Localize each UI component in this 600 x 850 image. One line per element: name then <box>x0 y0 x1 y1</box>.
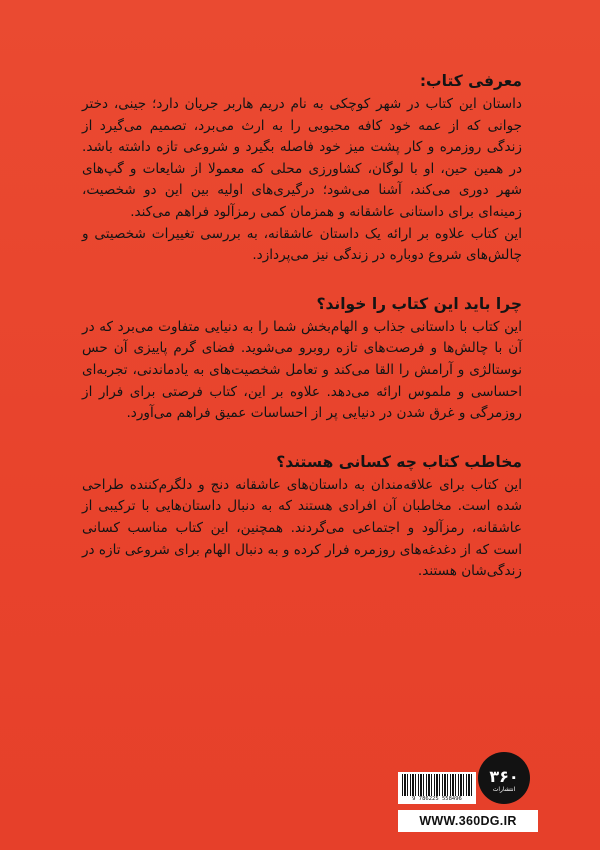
section-heading: معرفی کتاب: <box>419 72 522 90</box>
back-cover-footer <box>398 752 538 832</box>
back-cover-text <box>82 70 522 609</box>
barcode-bars <box>402 774 472 796</box>
section-why-read <box>82 293 522 425</box>
publisher-logo-text: ۳۶۰ <box>489 767 519 786</box>
section-audience <box>82 451 522 583</box>
section-paragraph: این کتاب برای علاقه‌مندان به داستان‌های عاشقانه دنج و دلگرم‌کننده طراحی شده است. مخاطبان آن افرادی هستند که به دنبال داستان‌هایی با ترکیبی از عاشقانه، رمزآلود و اجتماعی می‌گردند. همچنین، این کتاب مناسب کسانی است که از دغدغه‌های روزمره فرار کرده و به دنبال الهام برای شروعی تازه در زندگی‌شان هستند. <box>81 476 522 580</box>
publisher-logo <box>478 752 530 804</box>
section-paragraph: این کتاب علاوه بر ارائه یک داستان عاشقانه، به بررسی تغییرات شخصیتی و چالش‌های شروع دوباره در زندگی نیز می‌پردازد. <box>82 225 522 264</box>
section-intro <box>82 70 522 267</box>
section-heading: چرا باید این کتاب را خواند؟ <box>316 294 522 313</box>
publisher-website: WWW.360DG.IR <box>398 810 538 832</box>
section-paragraph: داستان این کتاب در شهر کوچکی به نام دریم هاربر جریان دارد؛ جینی، دختر جوانی که از عمه خود کافه محبوبی را به ارث می‌برد، تصمیم می‌گیرد از زندگی روزمره و کار پشت میز خود فاصله بگیرد و شروعی تازه داشته باشد. در همین حین، او با لوگان، کشاورزی محلی که معمولا از شایعات و گپ‌های شهر دوری می‌کند، آشنا می‌شود؛ درگیری‌های اولیه بین این دو شخصیت، زمینه‌ای برای داستانی عاشقانه و همزمان کمی رمزآلود فراهم می‌کند. <box>82 96 522 220</box>
publisher-logo-sub: انتشارات <box>492 786 516 793</box>
isbn-barcode <box>398 772 476 804</box>
barcode-number: 9 786225 558496 <box>412 796 462 802</box>
section-paragraph: این کتاب با داستانی جذاب و الهام‌بخش شما را به دنیایی متفاوت می‌برد که در آن با چالش‌ها و فرصت‌های تازه روبرو می‌شوید. فضای گرم پاییزی آن حس نوستالژی و آرامش را القا می‌کند و تعامل شخصیت‌های به یادماندنی، تجربه‌ای احساسی و ملموس ارائه می‌دهد. علاوه بر این، کتاب فرصتی برای فرار از روزمرگی و غرق شدن در دنیایی پر از احساسات عمیق فراهم می‌آورد. <box>82 318 522 422</box>
section-heading: مخاطب کتاب چه کسانی هستند؟ <box>276 452 522 471</box>
